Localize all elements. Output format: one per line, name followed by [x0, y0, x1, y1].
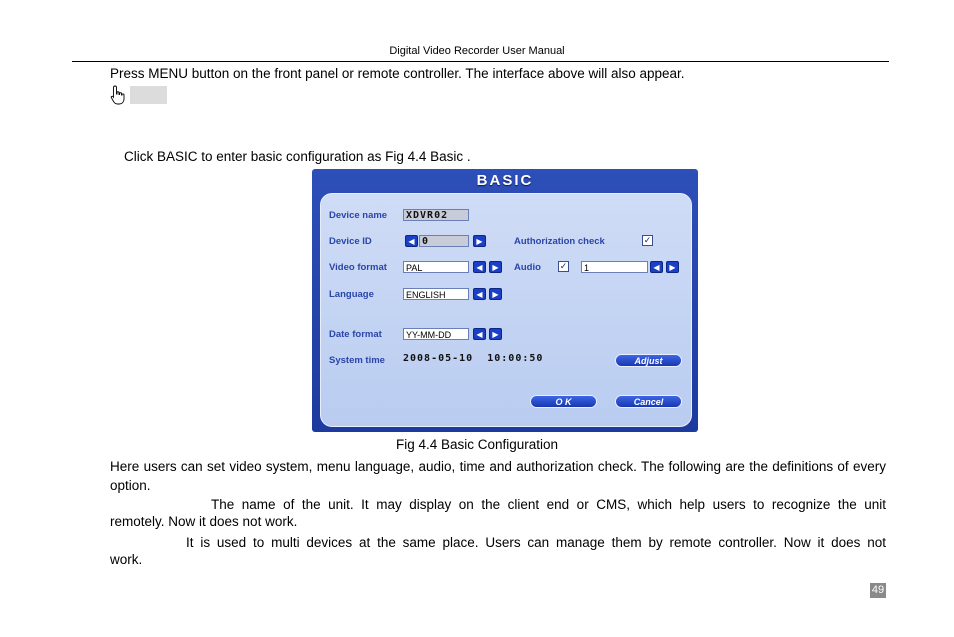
language-next-button[interactable] [489, 288, 502, 300]
arrow-left-icon: ◀ [476, 263, 483, 272]
arrow-right-icon: ▶ [492, 290, 499, 299]
date-format-field[interactable]: YY-MM-DD [403, 328, 469, 340]
device-id-label: Device ID [329, 236, 372, 247]
video-format-prev-button[interactable] [473, 261, 486, 273]
date-format-label: Date format [329, 329, 382, 340]
arrow-right-icon: ▶ [476, 237, 483, 246]
adjust-button[interactable]: Adjust [615, 354, 682, 367]
arrow-left-icon: ◀ [653, 263, 660, 272]
date-format-next-button[interactable] [489, 328, 502, 340]
audio-checkbox[interactable] [558, 261, 569, 272]
device-name-definition-line2: remotely. Now it does not work. [110, 514, 298, 529]
device-name-label: Device name [329, 210, 388, 221]
basic-config-dialog [312, 169, 698, 432]
dialog-title: BASIC [476, 172, 534, 189]
hand-pointer-icon [110, 85, 126, 110]
intro-paragraph: Press MENU button on the front panel or remote controller. The interface above will also appear. [110, 66, 685, 81]
page-header: Digital Video Recorder User Manual [389, 45, 565, 57]
language-label: Language [329, 289, 374, 300]
video-format-label: Video format [329, 262, 387, 273]
video-format-next-button[interactable] [489, 261, 502, 273]
ok-button[interactable]: O K [530, 395, 597, 408]
auth-check-label: Authorization check [514, 236, 605, 247]
device-id-next-button[interactable] [473, 235, 486, 247]
device-name-definition-line1: The name of the unit. It may display on the client end or CMS, which help users to recognize the unit [211, 497, 886, 512]
audio-channel-field[interactable]: 1 [581, 261, 648, 273]
system-time-label: System time [329, 355, 385, 366]
arrow-right-icon: ▶ [492, 263, 499, 272]
arrow-left-icon: ◀ [408, 237, 415, 246]
figure-caption: Fig 4.4 Basic Configuration [395, 437, 559, 452]
date-format-prev-button[interactable] [473, 328, 486, 340]
instruction-text: Click BASIC to enter basic configuration as Fig 4.4 Basic . [124, 149, 471, 164]
page-number: 49 [871, 584, 885, 596]
arrow-right-icon: ▶ [492, 330, 499, 339]
system-time-value[interactable]: 2008-05-10 10:00:50 [403, 353, 544, 364]
auth-check-checkbox[interactable] [642, 235, 653, 246]
header-rule [72, 61, 889, 62]
highlight-box [130, 86, 167, 104]
audio-next-button[interactable] [666, 261, 679, 273]
arrow-left-icon: ◀ [476, 330, 483, 339]
device-id-field[interactable]: 0 [419, 235, 469, 247]
checkmark-icon: ✓ [643, 235, 652, 245]
arrow-right-icon: ▶ [669, 263, 676, 272]
dialog-panel [320, 193, 692, 427]
language-field[interactable]: ENGLISH [403, 288, 469, 300]
device-id-definition-line2: work. [110, 552, 143, 567]
device-id-prev-button[interactable] [405, 235, 418, 247]
device-name-field[interactable]: XDVR02 [403, 209, 469, 221]
audio-prev-button[interactable] [650, 261, 663, 273]
arrow-left-icon: ◀ [476, 290, 483, 299]
language-prev-button[interactable] [473, 288, 486, 300]
definitions-intro: Here users can set video system, menu language, audio, time and authorization check. The following are the definitions of every option. [110, 459, 886, 493]
device-id-definition-line1: It is used to multi devices at the same place. Users can manage them by remote controller. Now it does not [186, 535, 886, 550]
video-format-field[interactable]: PAL [403, 261, 469, 273]
checkmark-icon: ✓ [559, 261, 568, 271]
cancel-button[interactable]: Cancel [615, 395, 682, 408]
audio-label: Audio [514, 262, 541, 273]
